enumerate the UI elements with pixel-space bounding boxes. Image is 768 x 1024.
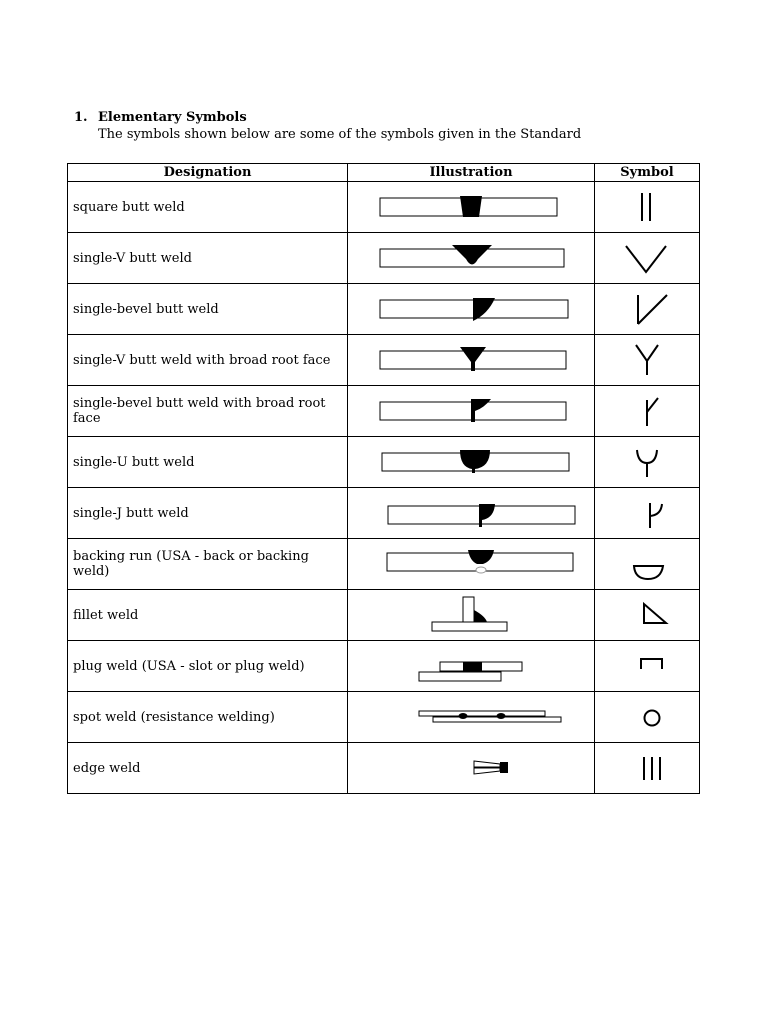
single-bevel-illustration (348, 284, 594, 334)
bevel-broad-root-symbol-icon (595, 386, 699, 436)
designation-cell: backing run (USA - back or backing weld) (68, 539, 348, 590)
symbol-cell (595, 233, 700, 284)
plug-illustration (348, 641, 594, 691)
symbol-cell (595, 437, 700, 488)
edge-illustration (348, 743, 594, 793)
table-row (68, 284, 700, 335)
section-number: 1. (74, 110, 88, 125)
table-row (68, 590, 700, 641)
illustration-cell (348, 386, 595, 437)
table-row (68, 743, 700, 794)
table-row (68, 539, 700, 590)
table-row (68, 233, 700, 284)
designation-cell: edge weld (68, 743, 348, 794)
single-bevel-broad-root-illustration (348, 386, 594, 436)
symbol-cell (595, 488, 700, 539)
single-j-illustration (348, 488, 594, 538)
illustration-cell (348, 743, 595, 794)
table-row (68, 641, 700, 692)
header-illustration: Illustration (348, 164, 595, 182)
table-row (68, 692, 700, 743)
single-v-broad-root-illustration (348, 335, 594, 385)
spot-symbol-icon (595, 692, 699, 742)
fillet-illustration (348, 590, 594, 640)
single-u-illustration (348, 437, 594, 487)
illustration-cell (348, 692, 595, 743)
single-u-symbol-icon (595, 437, 699, 487)
table-header-row (68, 164, 700, 182)
designation-cell: single-U butt weld (68, 437, 348, 488)
symbol-cell (595, 692, 700, 743)
section-title: Elementary Symbols (98, 110, 247, 125)
backing-run-symbol-icon (595, 539, 699, 589)
section-heading (74, 110, 247, 125)
edge-symbol-icon (595, 743, 699, 793)
illustration-cell (348, 284, 595, 335)
designation-cell: single-V butt weld (68, 233, 348, 284)
plug-symbol-icon (595, 641, 699, 691)
table-row (68, 488, 700, 539)
illustration-cell (348, 641, 595, 692)
designation-cell: single-J butt weld (68, 488, 348, 539)
illustration-cell (348, 590, 595, 641)
weld-symbols-table (67, 163, 700, 794)
backing-run-illustration (348, 539, 594, 589)
symbol-cell (595, 539, 700, 590)
square-butt-symbol-icon (595, 182, 699, 232)
illustration-cell (348, 335, 595, 386)
table-row (68, 386, 700, 437)
illustration-cell (348, 488, 595, 539)
illustration-cell (348, 437, 595, 488)
designation-cell: single-bevel butt weld (68, 284, 348, 335)
table-row (68, 335, 700, 386)
single-bevel-symbol-icon (595, 284, 699, 334)
designation-cell: spot weld (resistance welding) (68, 692, 348, 743)
square-butt-illustration (348, 182, 594, 232)
designation-cell: plug weld (USA - slot or plug weld) (68, 641, 348, 692)
symbol-cell (595, 284, 700, 335)
header-symbol: Symbol (595, 164, 700, 182)
section-intro: The symbols shown below are some of the symbols given in the Standard (98, 127, 582, 142)
illustration-cell (348, 233, 595, 284)
single-j-symbol-icon (595, 488, 699, 538)
illustration-cell (348, 182, 595, 233)
single-v-illustration (348, 233, 594, 283)
table-row (68, 182, 700, 233)
symbol-cell (595, 335, 700, 386)
header-designation: Designation (68, 164, 348, 182)
illustration-cell (348, 539, 595, 590)
symbol-cell (595, 386, 700, 437)
symbol-cell (595, 182, 700, 233)
symbol-cell (595, 743, 700, 794)
designation-cell: single-bevel butt weld with broad root face (68, 386, 348, 437)
single-v-symbol-icon (595, 233, 699, 283)
y-symbol-icon (595, 335, 699, 385)
designation-cell: square butt weld (68, 182, 348, 233)
symbol-cell (595, 590, 700, 641)
fillet-symbol-icon (595, 590, 699, 640)
spot-illustration (348, 692, 594, 742)
table-row (68, 437, 700, 488)
symbol-cell (595, 641, 700, 692)
designation-cell: single-V butt weld with broad root face (68, 335, 348, 386)
designation-cell: fillet weld (68, 590, 348, 641)
